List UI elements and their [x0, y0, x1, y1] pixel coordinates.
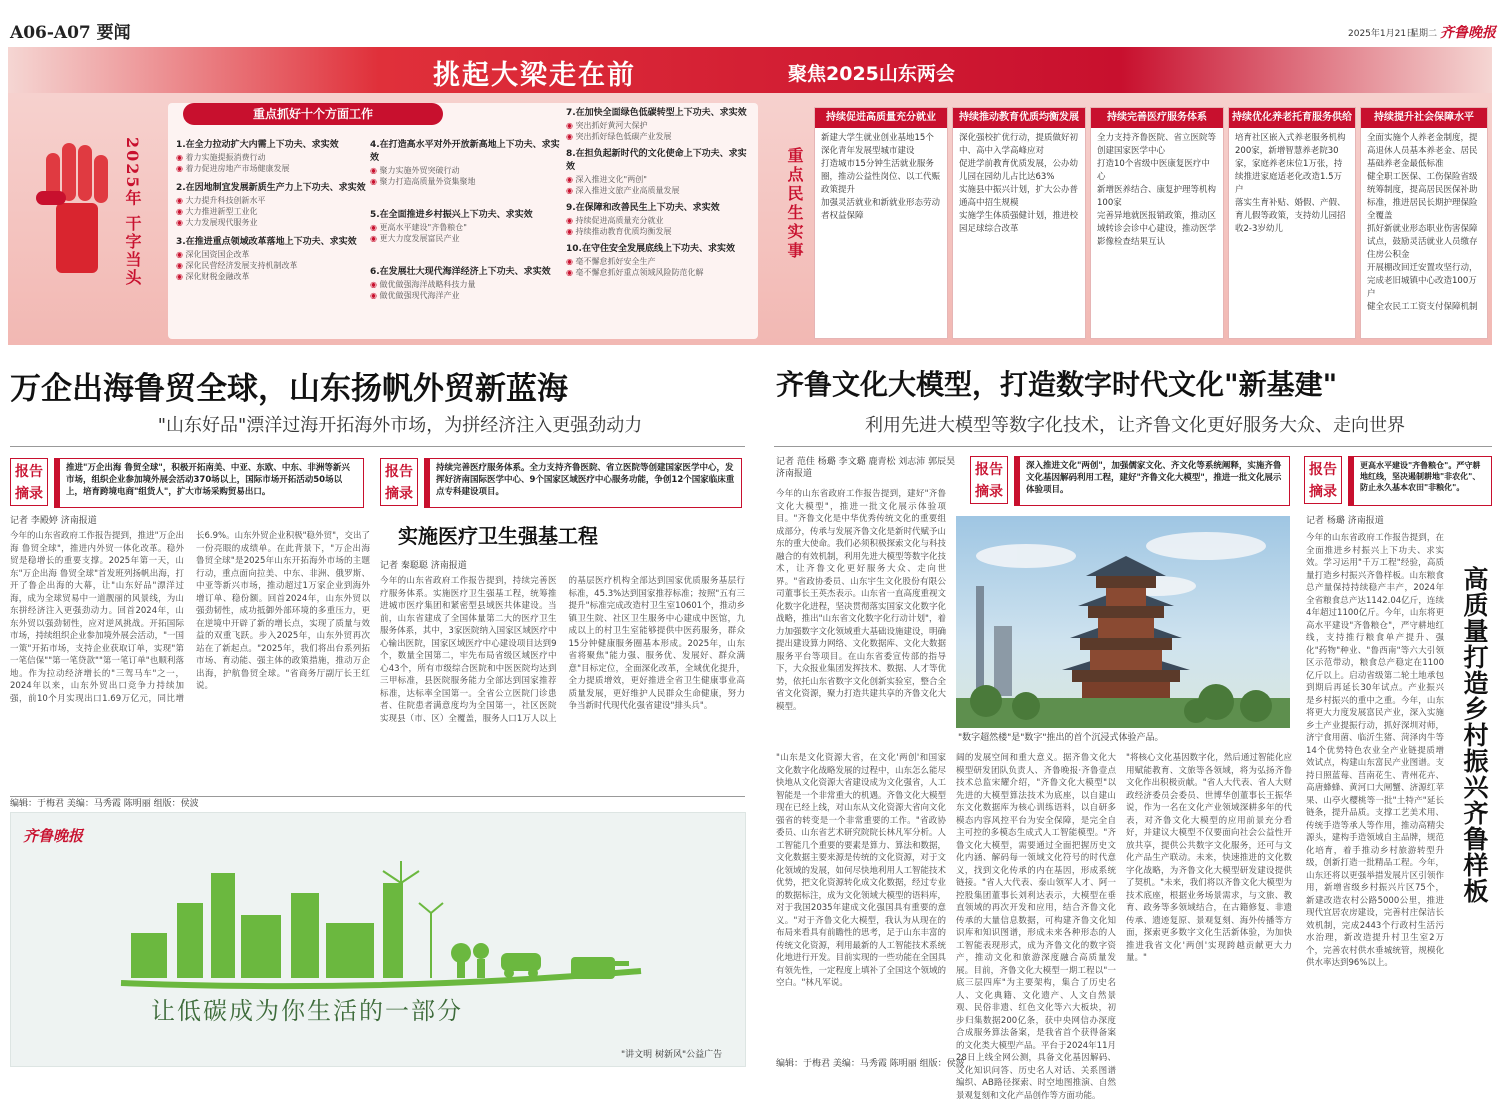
work-title: 9.在保障和改善民生上下功夫、求实效	[566, 203, 720, 213]
column-item: 促进学前教育优质发展，公办幼儿园在园幼儿占比达63%	[959, 159, 1079, 182]
divider	[10, 796, 745, 797]
livelihood-column	[1360, 107, 1488, 339]
report-summary: 深入推进文化"两创"，加强儒家文化、齐文化等系统阐释，实施齐鲁文化基因解码利用工程，建好"齐鲁文化大模型"，推进一批文化展示体验项目。	[1014, 456, 1290, 506]
work-item	[176, 182, 366, 228]
editor-credit: 编辑：于梅君 美编：马秀霞 陈明丽 组版：侯波	[10, 799, 199, 809]
raised-fist-icon	[26, 133, 126, 287]
work-item	[566, 202, 751, 237]
column-item: 实施县中振兴计划，扩大公办普通高中招生规模	[959, 185, 1079, 208]
work-sub: ◉ 聚力实施外贸突破行动	[370, 165, 560, 176]
work-item	[176, 236, 366, 282]
column-item: 全面实施个人养老金制度，提高退休人员基本养老金、居民基础养老金最低标准	[1367, 133, 1478, 169]
column-item: 健全职工医保、工伤保险省级统筹制度，提高居民医保补助标准，推进居民长期护理保险全覆盖	[1367, 172, 1478, 221]
column-item: 抓好新就业形态职业伤害保障试点，鼓励灵活就业人员缴存住房公积金	[1367, 224, 1478, 260]
livelihood-column	[814, 107, 948, 339]
work-sub: ◉ 更高水平建设"齐鲁粮仓"	[370, 222, 560, 233]
section-label: A06-A07 要闻	[10, 23, 131, 43]
work-item	[566, 243, 751, 278]
work-item	[566, 107, 751, 142]
banner	[8, 47, 1492, 345]
byline: 记者 杨璐 济南报道	[1306, 516, 1384, 526]
divider	[774, 446, 1492, 447]
report-badge: 报告摘录	[1304, 456, 1342, 504]
article-title: 实施医疗卫生强基工程	[398, 524, 598, 548]
report-badge: 报告摘录	[10, 458, 48, 506]
minsheng-label: 重点民生实事	[785, 147, 804, 261]
banner-title-strip	[8, 47, 1492, 93]
work-title: 7.在加快全面绿色低碳转型上下功夫、求实效	[566, 108, 747, 118]
work-sub: ◉ 大力提升科技创新水平	[176, 195, 366, 206]
column-item: 新增医养结合、康复护理等机构100家	[1097, 185, 1217, 208]
work-title: 1.在全力拉动扩大内需上下功夫、求实效	[176, 140, 339, 150]
work-item	[370, 139, 560, 187]
works-right	[566, 107, 751, 278]
green-city-illustration	[111, 843, 651, 997]
work-title: 4.在打造高水平对外开放新高地上下功夫、求实效	[370, 140, 560, 163]
column-head: 持续促进高质量充分就业	[815, 108, 947, 128]
work-sub: ◉ 毫不懈怠抓好安全生产	[566, 256, 751, 267]
column-item: 加强灵活就业和新就业形态劳动者权益保障	[821, 198, 941, 221]
column-item: 新建大学生就业创业基地15个	[821, 133, 934, 143]
work-sub: ◉ 深入推进文化"两创"	[566, 174, 751, 185]
work-sub: ◉ 深化国资国企改革	[176, 249, 366, 260]
column-item: 完善异地就医报销政策，推动区域转诊会诊中心建设，推动医学影像检查结果互认	[1097, 211, 1217, 247]
column-item: 深化青年发展型城市建设	[821, 146, 915, 156]
ad-credit: "讲文明 树新风"公益广告	[621, 1050, 723, 1060]
column-item: 实施学生体质强健计划，推进校园足球综合改革	[959, 211, 1079, 234]
article-body: 今年的山东省政府工作报告提到，建好"齐鲁文化大模型"，推进一批文化展示体验项目。"齐鲁文化是中华优秀传统文化的重要组成部分，传承与发展齐鲁文化是新时代赋予山东的重大使命。我们必须积极探索文化与科技融合的有效机制，利用先进大模型等数字化技术，让齐鲁文化更好服务大众、走向世界。"省政协委员、山东宇生文化股份有限公司董事长王英杰表示。山东省一直高度重视文化数字化进程，坚决贯彻落实国家文化数字化战略，推出"山东省文化数字化行动计划"，着力加强数字文化领域重大基础设施建设，明确提出建设算力网络、文化数据库、文化大数据服务平台等项目。在山东省委宣传部的指导下，大众报业集团发挥技术、数据、人才等优势，依托山东省数字文化创新实验室，整合全省文化资源，聚力打造共建共享的齐鲁文化大模型。	[776, 489, 947, 712]
article-body: 今年的山东省政府工作报告提到，推进"万企出海 鲁贸全球"，推进内外贸一体化改革。稳外贸是稳增长的重要支撑。2025年第一天，山东"万企出海 鲁贸全球"首发班列扬帆出海，打开了鲁企出海的大幕，让"山东好品"漂洋过海，成为全球贸易中一道靓丽的风景线，为山东拼经济注入更强劲动力。回首2024年，山东外贸以强劲韧性，应对逆风挑战。开拓国际市场，持续组织企业参加境外展会活动，"一国一策"开拓市场，支持企业获取订单，实现"第一笔信保""第一笔贷款""第一笔订单"也顺利落地。作为拉动经济增长的"三驾马车"之一，2024年以来，山东外贸出口竞争力持续加强，前10个月实现出口1.69万亿元，同比增长6.9%。山东外贸企业积极"稳外贸"，交出了一份亮眼的成绩单。在此背景下，"万企出海 鲁贸全球"是2025年山东开拓海外市场的主题行动，重点面向拉美、中东、非洲、俄罗斯、中亚等新兴市场，推动超过1万家企业到海外增订单、稳份额。回首2024年，山东外贸以强劲韧性，成功抵御外部环境的多重压力，更在逆境中开辟了新的增长点，实现了质量与效益的双重飞跃。步入2025年，山东外贸再次站在了新起点。"2025年，我们将出台系列拓市场、育动能、强主体的政策措施，推动万企出海，护航鲁贸全球。"省商务厅副厅长王红说。	[10, 531, 370, 704]
public-service-ad	[10, 812, 746, 1067]
works-mid	[370, 139, 560, 301]
column-head: 持续完善医疗服务体系	[1091, 108, 1223, 128]
byline: 记者 李殿婷 济南报道	[10, 516, 97, 526]
work-sub: ◉ 做优做强现代海洋产业	[370, 290, 560, 301]
article-body: 阔的发展空间和重大意义。据齐鲁文化大模型研发团队负责人、齐鲁晚报·齐鲁壹点技术总监宋耀介绍，"齐鲁文化大模型"以先进的大模型算法技术为底座，以自建山东文化数据库为核心训练语料，以自研多模态内容风控平台为安全保障，是完全自主可控的多模态生成式人工智能模型。"齐鲁文化大模型，需要通过全面把握历史文化内涵、解码每一领域文化符号的时代意义，找到文化传承的内在基因，形成系统链接。"省人大代表、泰山领军人才、阿一控股集团董事长刘利达表示，大模型在垂直领域的再次开发和应用，结合齐鲁文化传承的大量信息数据，可构建齐鲁文化知识库和知识图谱，形成未来各种形态的人工智能表现形式，成为齐鲁文化的数字资产，推动文化和旅游深度融合高质量发展。目前，齐鲁文化大模型一期工程以"一底三层四库"为主要架构，集合了历史名人、文化典籍、文化遗产、人文自然景观、民俗非遗、红色文化等六大板块，初步归集数据200亿条，获中央网信办深度合成服务算法备案，是我省首个获得备案的文化类大模型产品。平台于2024年11月28日上线全网公测，具备文化基因解码、文化知识问答、历史名人对话、关系图谱编织、AB路径探索、时空地图推演、自然景观复刻和文化产品创作等方面功能。	[956, 753, 1116, 1101]
work-title: 5.在全面推进乡村振兴上下功夫、求实效	[370, 210, 533, 220]
byline: 记者 范佳 杨璐 李文璐 鹿青松 刘志沛 郭辰昊 济南报道	[776, 457, 956, 479]
work-sub: ◉ 持续推动教育优质均衡发展	[566, 226, 751, 237]
column-item: 健全农民工工资支付保障机制	[1367, 302, 1478, 312]
article-body: 今年的山东省政府工作报告提到，在全面推进乡村振兴上下功夫、求实效。学习运用"千万工程"经验，高质量打造乡村振兴齐鲁样板。山东粮食总产量保持持续稳产丰产，2024年全省粮食总产达1142.04亿斤，连续4年超过1100亿斤。今年，山东将更高水平建设"齐鲁粮仓"，严守耕地红线，支持推行粮食单产提升、强化"药物"种业、"鲁西南"等六大引领区示范带动，粮食总产稳定在1100亿斤以上。启动省级第二轮土地承包到期后再延长30年试点。产业振兴是乡村振兴的重中之重。今年，山东将更大力度发展富民产业，深入实施乡土产业提振行动，抓好深圳对师，济宁食用菌、临沂生猪、菏泽肉牛等14个优势特色农业全产业链提质增效试点，构建山东富民产业图谱。支持日照蓝莓、莒南花生、青州花卉、高唐蜂蜂、黄河口大闸蟹、济源红苹果、山亭火樱桃等一批"土特产"延长链条，提升品质。支撑工艺美术用、传统手造等承人等作用，推动高精尖源头，建构手造领域自主品牌，规范化培育，着手推动乡村旅游转型升级，创新打造一批精品工程。今年，山东还将以更强举措发展片区引领作用，新增省级乡村振兴片区75个，新建改造农村公路5000公里，推进现代宜居农房建设，完善村庄保洁长效机制，完成2443个行政村生活污水治理，新改造提升村卫生室2万个，完善农村供水垂城统管，规模化供水率达到96%以上。	[1306, 533, 1444, 968]
right-headline: 齐鲁文化大模型，打造数字时代文化"新基建"	[776, 368, 1338, 401]
report-badge: 报告摘录	[380, 458, 418, 506]
column-item: 深化强校扩优行动，提质做好初中、高中入学高峰应对	[959, 133, 1079, 156]
top-strip	[0, 0, 1500, 46]
work-sub: ◉ 大力推进新型工业化	[176, 206, 366, 217]
work-sub: ◉ 深化民营经济发展支持机制改革	[176, 260, 366, 271]
column-head: 持续提升社会保障水平	[1361, 108, 1487, 128]
column-item: 打造城市15分钟生活就业服务圈，推动公益性岗位、以工代赈政策提升	[821, 159, 941, 195]
works-title: 重点抓好十个方面工作	[183, 103, 443, 125]
work-sub: ◉ 更大力度发展富民产业	[370, 233, 560, 244]
article-body: "将核心文化基因数字化，然后通过智能化应用赋能教育、文旅等各领域，将为弘扬齐鲁文化作出积极贡献。"省人大代表、省人大财政经济委员会委员、世博华创董事长王振华说，作为一名在文化产业领域深耕多年的代表，对齐鲁文化大模型的应用前景充分看好，并建议大模型不仅要面向社会公益性开放共享，提供公共数字文化服务，还可与文化产品生产联动。未来，快速推进的文化数字化战略，为齐鲁文化大模型研发建设提供了契机。"未来，我们将以齐鲁文化大模型为技术底座，根据业务场景需求，与文旅、教育、政务等多领域结合，在古籍修复、非遗传承、遗迹复原、景观复刻、海外传播等方面，探索更多数字文化生活新体验，为加快推进我省文化'两创'实现跨越贡献更大力量。"	[1126, 753, 1292, 963]
fist-label: 2025年 干字当头	[123, 137, 142, 288]
column-item: 落实生育补贴、婚假、产假、育儿假等政策，支持幼儿园招收2-3岁幼儿	[1235, 198, 1346, 234]
editor-credit: 编辑：于梅君 美编：马秀霞 陈明丽 组版：侯波	[776, 1059, 965, 1069]
left-subhead: "山东好品"漂洋过海开拓海外市场，为拼经济注入更强劲动力	[157, 415, 643, 436]
report-summary: 更高水平建设"齐鲁粮仓"。严守耕地红线，坚决遏制耕地"非农化"、防止永久基本农田"非粮化"。	[1348, 456, 1492, 506]
work-item	[566, 148, 751, 196]
report-summary: 持续完善医疗服务体系。全力支持齐鲁医院、省立医院等创建国家医学中心，发挥好济南国际医学中心、9个国家区域医疗中心服务功能，争创12个国家临床重点专科建设项目。	[424, 458, 742, 508]
work-sub: ◉ 深化财税金融改革	[176, 271, 366, 282]
article-body: "山东是文化资源大省，在文化'两创'和国家文化数字化战略发展的过程中，山东怎么能尽快地从文化资源大省建设成为文化强省，人工智能是一个非常重大的机遇。齐鲁文化大模型现在已经上线，对山东从文化资源大省向文化强省的转变是一个非常重要的工作。"省政协委员、山东省艺术研究院院长林凡军分析。人工智能几个重要的要素是算力、算法和数据，文化数据主要来源是传统的文化资源，对于文化领域的发展，如何尽快地利用人工智能技术优势，把文化资源转化成文化数据，经过专业的数据标注，成为文化领域大模型的语料库，对于我国2035年建成文化强国具有重要的意义。"对于齐鲁文化大模型，我认为从现在的布局来看具有前瞻性的思考，足于山东丰富的传统文化资源，利用最新的人工智能技术系统化地进行开发。目前实现的一些功能在全国具有领先性，一定程度上填补了全国这个领域的空白。"林凡军说。	[776, 753, 947, 988]
issue-weekday: 星期二	[1410, 29, 1438, 39]
work-sub: ◉ 聚力打造高质量外资集聚地	[370, 176, 560, 187]
work-sub: ◉ 毫不懈怠抓好重点领域风险防范化解	[566, 267, 751, 278]
work-item	[370, 209, 560, 244]
work-sub: ◉ 深入推进文旅产业高质量发展	[566, 185, 751, 196]
column-item: 培育社区嵌入式养老服务机构200家，新增智慧养老院30家，家庭养老床位1万张，持续推进家庭适老化改造1.5万户	[1235, 133, 1346, 195]
photo-caption: "数字超然楼"是"数字"推出的首个沉浸式体验产品。	[958, 733, 1164, 743]
ad-slogan: 让低碳成为你生活的一部分	[151, 997, 463, 1025]
work-sub: ◉ 着力促进房地产市场健康发展	[176, 163, 366, 174]
work-item	[176, 139, 366, 174]
article-title-vertical: 高质量打造乡村振兴齐鲁样板	[1460, 566, 1489, 904]
works-left	[176, 139, 366, 282]
work-sub: ◉ 着力实施提振消费行动	[176, 152, 366, 163]
work-sub: ◉ 持续促进高质量充分就业	[566, 215, 751, 226]
work-item	[370, 266, 560, 301]
column-head: 持续优化养老托育服务供给	[1229, 108, 1355, 128]
divider	[10, 446, 745, 447]
work-sub: ◉ 大力发展现代服务业	[176, 217, 366, 228]
issue-date: 2025年1月21日	[1348, 29, 1416, 39]
masthead-logo: 齐鲁晚报	[1440, 25, 1496, 41]
banner-title-a: 挑起大梁走在前	[433, 60, 636, 91]
column-head: 持续推动教育优质均衡发展	[953, 108, 1085, 128]
work-title: 2.在因地制宜发展新质生产力上下功夫、求实效	[176, 183, 366, 193]
work-sub: ◉ 突出抓好绿色低碳产业发展	[566, 131, 751, 142]
work-sub: ◉ 突出抓好黄河大保护	[566, 120, 751, 131]
ad-logo: 齐鲁晚报	[23, 827, 84, 845]
work-title: 10.在守住安全发展底线上下功夫、求实效	[566, 244, 735, 254]
right-subhead: 利用先进大模型等数字化技术，让齐鲁文化更好服务大众、走向世界	[865, 415, 1405, 436]
banner-title-b: 聚焦2025山东两会	[788, 63, 955, 85]
column-item: 全力支持齐鲁医院、省立医院等创建国家医学中心	[1097, 133, 1217, 156]
column-item: 打造10个省级中医康复医疗中心	[1097, 159, 1210, 182]
livelihood-column	[1090, 107, 1224, 339]
livelihood-column	[952, 107, 1086, 339]
byline: 记者 秦聪聪 济南报道	[380, 561, 467, 571]
work-sub: ◉ 做优做强海洋战略科技力量	[370, 279, 560, 290]
work-title: 3.在推进重点领域改革落地上下功夫、求实效	[176, 237, 357, 247]
livelihood-column	[1228, 107, 1356, 339]
left-headline: 万企出海鲁贸全球，山东扬帆外贸新蓝海	[10, 371, 568, 407]
article-body: 今年的山东省政府工作报告提到，持续完善医疗服务体系。实施医疗卫生强基工程，统筹推进城市医疗集团和紧密型县域医共体建设。当前，山东省建成了全国体量第二大的医疗卫生服务体系，其中，3家医院纳入国家区域医疗中心输出医院，国家区域医疗中心建设项目达到9个，数量全国第二，牢先布局省级区域医疗中心43个，所有市级综合医院和中医医院均达到三甲标准，县医院服务能力全部达到国家推荐标准，达标率全国第一。全省公立医院门诊患者、住院患者满意度均为全国第一，社区医院实现县（市、区）全覆盖，服务人口1万人以上的基层医疗机构全部达到国家优质服务基层行标准，45.3%达到国家推荐标准；按照"五有三提升"标准完成改造村卫生室10601个，推动乡镇卫生院、社区卫生服务中心建成中医馆，九成以上的村卫生室能够提供中医药服务，群众15分钟健康服务圈基本形成。2025年，山东省将聚焦"能力强、服务优、发展好、群众满意"目标定位，全面深化改革，全域优化提升，全力提质增效，更好推进全省卫生健康事业高质量发展，更好维护人民群众生命健康，努力争当新时代现代化强省建设"排头兵"。	[380, 576, 745, 724]
report-summary: 推进"万企出海 鲁贸全球"，积极开拓南美、中亚、东欧、中东、非洲等新兴市场，组织企业参加境外展会活动370场以上，国际市场开拓活动50场以上，培育跨境电商"组货人"，扩大市场采购贸易出口。	[54, 458, 364, 508]
work-title: 6.在发展壮大现代海洋经济上下功夫、求实效	[370, 267, 551, 277]
tower-photo	[956, 516, 1290, 728]
work-title: 8.在担负起新时代的文化使命上下功夫、求实效	[566, 149, 747, 172]
column-item: 开展棚改回迁安置攻坚行动，完成老旧城镇中心改造100万户	[1367, 263, 1478, 299]
report-badge: 报告摘录	[970, 456, 1008, 504]
